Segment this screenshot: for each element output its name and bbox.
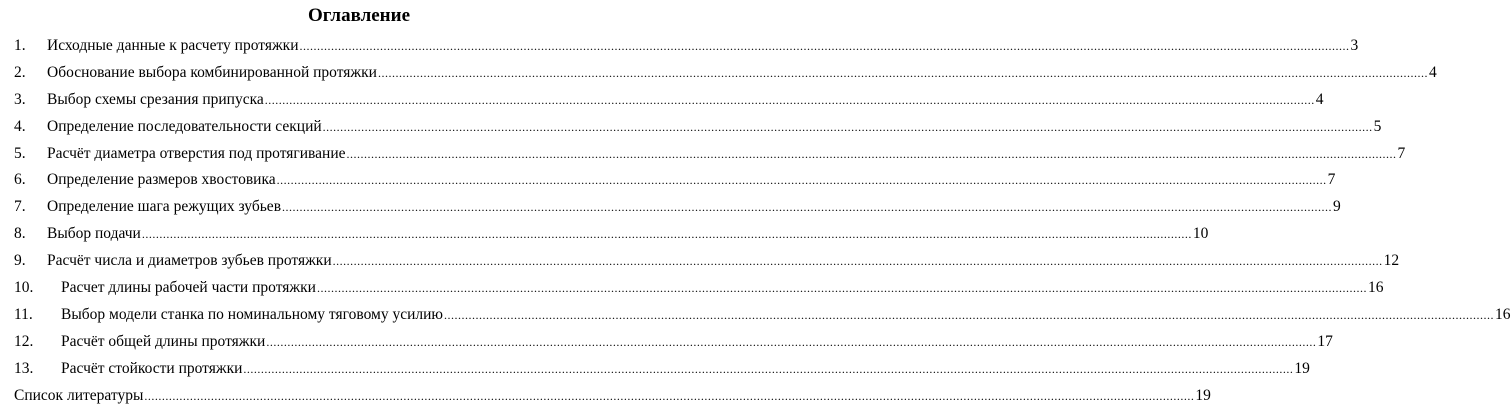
toc-entry[interactable] [14,90,1324,117]
toc-entry-number: 11. [14,305,33,323]
toc-dot-leader: ............................................................................................................................................................................................................................................................................................................ [444,307,1494,322]
toc-list [14,36,1511,412]
toc-entry-number: 5. [14,144,26,162]
toc-entry-text: Выбор подачи [47,225,141,243]
toc-entry-page: 12 [1383,252,1400,270]
toc-dot-leader: ............................................................................................................................................................................................................................................................................................................ [243,361,1294,376]
toc-entry-number: 4. [14,117,26,135]
toc-entry-text: Обоснование выбора комбинированной протяжки [47,63,377,81]
toc-entry[interactable] [14,197,1341,224]
toc-entry-page: 4 [1315,90,1324,108]
toc-entry-text: Выбор модели станка по номинальному тяговому усилию [61,305,443,323]
toc-dot-leader: ............................................................................................................................................................................................................................................................................................................ [282,200,1333,215]
toc-dot-leader: ............................................................................................................................................................................................................................................................................................................ [264,92,1315,107]
toc-entry-number: 12. [14,332,34,350]
toc-entry-text: Список литературы [14,386,144,404]
toc-entry[interactable] [14,332,1333,359]
toc-entry-number: 1. [14,37,26,54]
toc-entry-text: Расчёт стойкости протяжки [61,359,243,377]
toc-entry[interactable] [14,117,1382,144]
toc-entry-text: Выбор схемы срезания припуска [47,90,264,108]
toc-entry-number: 7. [14,198,26,216]
toc-entry[interactable] [14,251,1400,278]
toc-entry-number: 9. [14,252,26,270]
toc-entry[interactable] [14,36,1359,63]
toc-dot-leader: ............................................................................................................................................................................................................................................................................................................ [316,281,1367,296]
toc-dot-leader: ............................................................................................................................................................................................................................................................................................................ [322,119,1373,134]
toc-entry-page: 16 [1495,305,1511,323]
toc-entry-text: Исходные данные к расчету протяжки [47,37,299,54]
toc-entry-text: Определение шага режущих зубьев [47,198,282,216]
toc-entry[interactable] [14,359,1310,386]
toc-entry[interactable] [14,386,1211,413]
toc-dot-leader: ............................................................................................................................................................................................................................................................................................................ [266,334,1317,349]
toc-entry[interactable] [14,278,1384,305]
toc-entry-text: Определение размеров хвостовика [47,171,276,189]
toc-dot-leader: ............................................................................................................................................................................................................................................................................................................ [346,146,1397,161]
toc-entry-number: 8. [14,225,26,243]
toc-dot-leader: ............................................................................................................................................................................................................................................................................................................ [299,39,1350,53]
toc-entry-number: 10. [14,279,34,297]
toc-entry-page: 19 [1294,359,1310,377]
toc-entry-text: Определение последовательности секций [47,117,322,135]
toc-entry-text: Расчёт общей длины протяжки [61,332,266,350]
toc-entry[interactable] [14,224,1209,251]
toc-dot-leader: ............................................................................................................................................................................................................................................................................................................ [144,388,1195,403]
toc-title: Оглавление [307,5,411,26]
toc-entry-text: Расчет длины рабочей части протяжки [61,279,316,297]
toc-entry-page: 5 [1373,117,1382,135]
toc-entry-page: 9 [1333,198,1341,216]
toc-dot-leader: ............................................................................................................................................................................................................................................................................................................ [332,254,1383,269]
toc-entry-page: 17 [1317,332,1333,350]
toc-dot-leader: ............................................................................................................................................................................................................................................................................................................ [141,227,1192,242]
toc-entry[interactable] [14,144,1406,171]
toc-entry[interactable] [14,305,1511,332]
toc-entry-number: 2. [14,63,26,81]
toc-entry-page: 3 [1350,37,1359,54]
toc-entry-page: 7 [1327,171,1336,189]
toc-entry[interactable] [14,63,1437,90]
toc-entry[interactable] [14,170,1336,197]
toc-entry-page: 16 [1367,279,1384,297]
toc-entry-number: 3. [14,90,26,108]
toc-entry-page: 10 [1192,225,1209,243]
toc-dot-leader: ............................................................................................................................................................................................................................................................................................................ [276,173,1327,188]
toc-entry-text: Расчёт диаметра отверстия под протягивание [47,144,346,162]
toc-entry-page: 4 [1428,63,1437,81]
toc-entry-page: 7 [1397,144,1406,162]
toc-entry-number: 13. [14,359,34,377]
toc-entry-text: Расчёт числа и диаметров зубьев протяжки [47,252,332,270]
toc-dot-leader: ............................................................................................................................................................................................................................................................................................................ [377,65,1428,80]
toc-entry-page: 19 [1195,386,1211,404]
toc-entry-number: 6. [14,171,26,189]
